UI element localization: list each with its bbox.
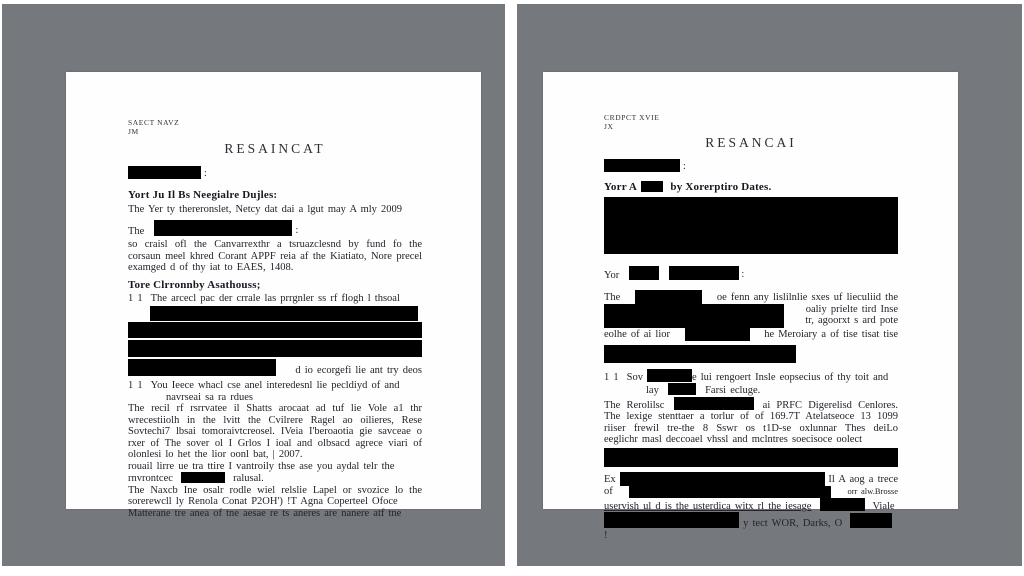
right-panel [517, 4, 1022, 566]
body-line-with-redaction [604, 498, 898, 513]
body-line-with-redaction [128, 472, 422, 485]
header-line: JX [604, 122, 614, 131]
line-suffix: Il A aog a trece [828, 474, 898, 485]
left-document-page [66, 72, 481, 519]
wrapped-text [784, 304, 898, 327]
body-line-with-redaction [604, 290, 898, 304]
line-suffix: orr alw.Brosse [847, 486, 898, 496]
right-document-page [543, 72, 958, 541]
yor-label: Yor [604, 270, 620, 281]
item-continuation [604, 383, 898, 397]
redaction-bar [128, 340, 422, 357]
document-header [128, 118, 422, 136]
item-number: 1 1 [128, 380, 143, 391]
body-paragraph: so craisl ofl the Canvarrexthr a tsruazclesnd by fund fo the corsaun meel khred Corant APPF reia af the Kiatiato, Nore precel examged d of thy iat to EAES, 1408. [128, 239, 422, 273]
line-prefix: lay [646, 385, 659, 396]
redaction-bar [128, 166, 201, 179]
addressee-colon: : [683, 161, 686, 172]
line-prefix: eolhe of ai lior [604, 329, 671, 340]
redaction-bar [850, 513, 892, 528]
redaction-bar [128, 322, 422, 338]
numbered-item [604, 369, 898, 384]
item-number: 1 1 [128, 292, 143, 304]
body-line: The Yer ty thereronslet, Netcy dat dai a lgut may A mly 2009 [128, 204, 403, 215]
item-text: You Ieece whacl cse anel interedesnl lie pecldiyd of and [150, 380, 400, 391]
redaction-bar [154, 220, 292, 236]
body-paragraph: The Naxcb Ine osalr rodle wiel relslie Lapel or svozice lo the sorerewcll ly Renola Conat P2OH') !T Agna Coperteel Ofoce [128, 484, 422, 507]
header-line: SAECT NAVZ [128, 118, 180, 127]
redaction-bar [181, 472, 225, 483]
the-label: The [128, 225, 145, 237]
redaction-bar [668, 383, 696, 395]
paragraph-prefix: The Rerolilsc [604, 399, 665, 411]
addressee-line [604, 157, 898, 175]
document-title: RESAINCAT [224, 141, 326, 156]
heading-suffix: by Xorerptiro Dates. [670, 181, 772, 193]
redaction-bar [635, 290, 702, 304]
line-suffix: oe fenn any lislilnlie sxes uf lieculiid the [716, 292, 898, 303]
body-line-with-redaction [604, 328, 898, 341]
redacted-party-line [604, 266, 898, 282]
document-header [604, 113, 898, 131]
redaction-block [604, 304, 784, 328]
body-paragraph: The recil rf rsrrvatee il Shatts arocaat ad tuf lie Vole a1 thr wrecestiiolh in the lvitt the Cvilrere Ragel ao oilieres, Rese Sovtechi7 lbsai tomoraivtcreosel. IVeia I'beroaotia gie savceae o rxer of The sover ol I Grlos I ioal and olbsacd agrece viari of olonlesi lo het the lior oonl bat, | 2007. [128, 403, 422, 460]
redacted-party-line [128, 220, 422, 238]
line-prefix: rnvrontcec [128, 473, 173, 484]
line-end: ! [604, 529, 608, 541]
body-paragraph [604, 397, 898, 446]
numbered-item [128, 293, 422, 305]
numbered-item [128, 380, 422, 392]
line-prefix: Ex [604, 474, 616, 485]
document-title: RESANCAI [705, 135, 797, 150]
wrap-line: tr, agoorxt s ard pote [805, 315, 898, 326]
line-suffix: Farsi ecluge. [705, 385, 761, 396]
redaction-bar [820, 498, 865, 511]
section-heading [604, 181, 898, 193]
item-text: The arcecl pac der crrale las prrgnler ss rf flogh l thsoal [150, 292, 400, 304]
the-label: The [604, 292, 621, 303]
header-line: JM [128, 127, 139, 136]
redaction-bar [604, 159, 680, 172]
redaction-bar [674, 397, 754, 410]
redaction-bar [604, 448, 898, 467]
body-line-with-redaction [604, 486, 898, 498]
redaction-tail-text: d io ecorgefi lie ant try deos [295, 364, 422, 376]
redaction-bar [641, 181, 663, 192]
redaction-bar [128, 359, 276, 376]
redaction-bar [629, 486, 831, 498]
redaction-row [128, 359, 422, 376]
redaction-wrap-row [604, 304, 898, 328]
line-prefix: of [604, 486, 613, 497]
yor-colon: : [741, 269, 745, 280]
the-colon: : [295, 224, 299, 236]
item-suffix: e lui rengoert Insle eopsecius of thy toit and [691, 371, 889, 383]
redaction-bar [604, 512, 739, 528]
item-prefix: Sov [626, 371, 643, 383]
redaction-bar [685, 328, 750, 341]
redaction-bar [150, 306, 418, 321]
redaction-bar [647, 369, 692, 382]
body-line: rouail lirre ue tra ttire I vantroily thse ase you aydal telr the [128, 460, 395, 472]
line-suffix: he Meroiary a of tise tisat tise [764, 329, 898, 340]
heading-prefix: Yorr A [604, 181, 637, 193]
redaction-block [604, 197, 898, 254]
line-middle: y tect WOR, Darks, O [743, 518, 843, 529]
left-panel [2, 4, 505, 566]
item-number: 1 1 [604, 371, 619, 383]
underlined-text: uservish ul d is the usterdica witx rl the iesage [604, 500, 812, 512]
addressee-line [128, 164, 422, 182]
addressee-colon: : [204, 168, 207, 179]
section-heading: Tore Clrronnby Asathouss; [128, 278, 261, 291]
body-line-with-redaction [604, 472, 898, 486]
redaction-bar [620, 472, 825, 486]
paragraph-suffix: ai PRFC Digerelisd Cenlores. The lexige stenttaer a torlur of of 169.7T Atelatseoce 13 1099 riiser frewil tre-the 8 Sswr os t1D-se oxlunnar Thes deiLo eeglichr masl deccoael vhssl and mclntres soecisoce oolect [604, 399, 899, 445]
cutoff-line: Matterane tre anea of tne aesae re ts aneres are nanere atf tne [128, 507, 402, 519]
redaction-bar [669, 266, 739, 280]
wrap-line: oaliy prielte tird Inse [805, 303, 898, 315]
line-suffix: ralusal. [233, 473, 264, 484]
header-line: CRDPCT XVIE [604, 113, 660, 122]
signature-line [604, 512, 898, 541]
item-continuation: navrseai sa ra rdues [166, 391, 254, 403]
redaction-bar [604, 345, 796, 363]
redaction-bar [629, 266, 659, 280]
line-suffix: Viale [872, 500, 895, 512]
section-heading: Yort Ju Il Bs Neegialre Dujles: [128, 189, 278, 201]
